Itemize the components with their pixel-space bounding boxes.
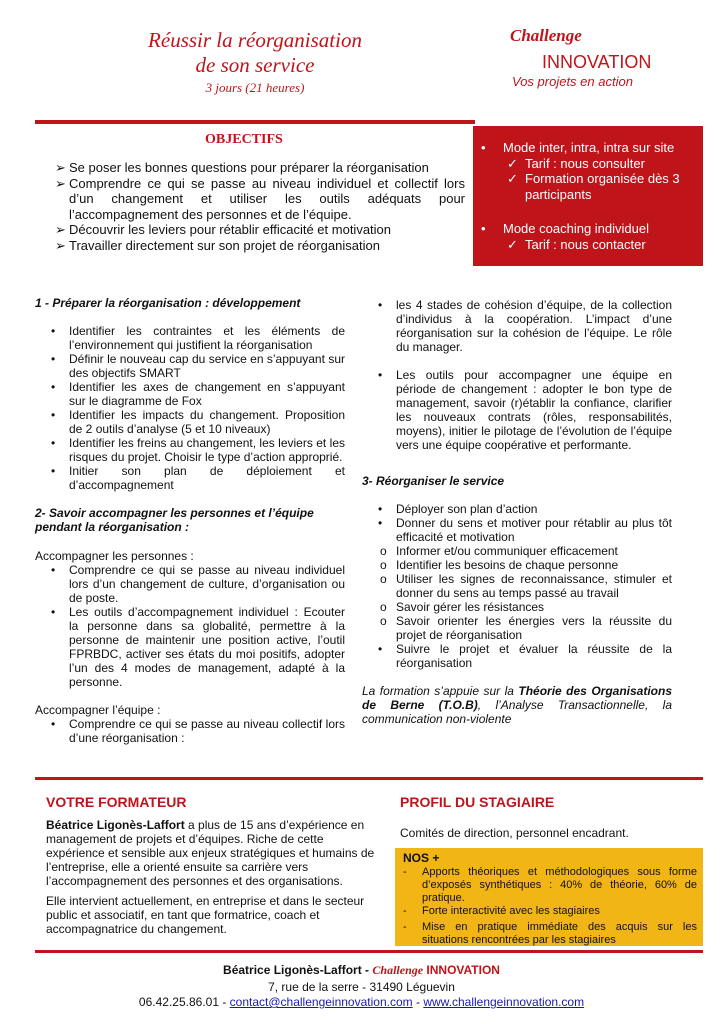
mode-inter-tarif: ✓ Tarif : nous consulter [507,156,645,171]
section-2-people-list [69,563,345,689]
formateur-bio: Béatrice Ligonès-Laffort a plus de 15 ans d’expérience en management de projets et d’équipes. Riche de cette expérience et sensible aux enjeux stratégiques et humains de l’entreprise, elle a orienté ensuite sa carrière vers l’accompagnement des personnes et des organisations. [46,818,375,888]
footer-challenge: Challenge [372,963,424,977]
footer-brand: Béatrice Ligonès-Laffort - Challenge INNOVATION [223,963,500,977]
nos-plus-title: NOS + [403,851,440,865]
team-list-continued [396,298,672,452]
formateur-text [46,818,376,936]
methodology-note: La formation s’appuie sur la Théorie des Organisations de Berne (T.O.B), l’Analyse Transactionnelle, la communication non-violente [362,684,672,726]
list-item: • Déployer son plan d’action [396,502,672,516]
logo-challenge: Challenge [510,26,582,45]
section-3-list [396,502,672,670]
list-item: • Comprendre ce qui se passe au niveau collectif lors d’une réorganisation : [69,717,345,745]
check-icon: ✓ [507,156,518,171]
list-item: • Les outils d’accompagnement individuel : Ecouter la personne dans sa globalité, permettre à la personne de maintenir une position active, l’outil FPRBDC, activer ses états du moi positifs, adopter l’un des 4 modes de management, adapté à la personne. [69,605,345,689]
objectif-item: ➢ Travailler directement sur son projet de réorganisation [55,237,380,253]
sub-item: o Informer et/ou communiquer efficacement [396,544,672,558]
list-item: • Comprendre ce qui se passe au niveau individuel lors d’un changement de culture, d’organisation ou de poste. [69,563,345,605]
arrow-icon: ➢ [55,222,66,237]
modes-box [473,126,703,266]
list-item: • Identifier les axes de changement en s’appuyant sur le diagramme de Fox [69,380,345,408]
list-item: • Initier son plan de déploiement et d’accompagnement [69,464,345,492]
section-2-title: 2- Savoir accompagner les personnes et l’équipe pendant la réorganisation : [35,506,314,534]
objectif-item: ➢ Se poser les bonnes questions pour préparer la réorganisation [55,160,429,175]
mode-coaching-tarif: ✓ Tarif : nous contacter [507,237,646,252]
nos-plus-item: - Forte interactivité avec les stagiaires [422,905,697,918]
sub-item: o Utiliser les signes de reconnaissance, stimuler et donner du sens au temps passé au travail [396,572,672,600]
section-1-title: 1 - Préparer la réorganisation : développement [35,296,301,310]
check-icon: ✓ [507,171,518,186]
list-item: • Suivre le projet et évaluer la réussite de la réorganisation [396,642,672,670]
accompagner-personnes: Accompagner les personnes : [35,549,194,563]
list-item: • Définir le nouveau cap du service en s’appuyant sur des objectifs SMART [69,352,345,380]
nos-plus-box [395,848,703,946]
section-2-team-list [69,717,345,745]
header-rule [35,120,475,124]
section-1-list [69,324,345,492]
accompagner-equipe: Accompagner l’équipe : [35,703,161,717]
section-3-title: 3- Réorganiser le service [362,474,505,488]
arrow-icon: ➢ [55,175,66,191]
arrow-icon: ➢ [55,237,66,253]
mode-inter-formation: ✓ Formation organisée dès 3 participants [507,171,680,202]
mode-inter: • Mode inter, intra, intra sur site [503,140,698,156]
right-column [362,298,672,726]
list-item: • Identifier les freins au changement, les leviers et les risques du projet. Choisir le type d’action approprié. [69,436,345,464]
list-item: • Les outils pour accompagner une équipe en période de changement : adopter le bon type de management, savoir (r)établir la confiance, clarifier les nouveaux contrats (rôles, responsabilités, moyens), initier le pilotage de l’évolution de l’équipe vers une équipe coopérative et performante. [396,368,672,452]
duration: 3 jours (21 heures) [205,80,305,95]
profil-text: Comités de direction, personnel encadrant. [400,826,629,840]
list-item: • les 4 stades de cohésion d’équipe, de la collection d’individus à la coopération. L’impact d’une réorganisation sur la cohésion de l’équipe. Le rôle du manager. [396,298,672,354]
nos-plus-item: - Apports théoriques et méthodologiques sous forme d’exposés synthétiques : 40% de théorie, 60% de pratique. [422,866,697,905]
tob-highlight: Théorie des Organisations de Berne (T.O.B) [362,684,672,712]
formateur-name: Béatrice Ligonès-Laffort [46,818,185,832]
footer-rule [35,950,703,953]
title-line-2: de son service [195,53,315,77]
section-rule [35,777,703,780]
profil-title: PROFIL DU STAGIAIRE [400,794,555,810]
footer-email-link[interactable]: contact@challengeinnovation.com [229,995,413,1009]
footer-contacts: 06.42.25.86.01 - contact@challengeinnovation.com - www.challengeinnovation.com [138,995,585,1009]
arrow-icon: ➢ [55,160,66,175]
formateur-title: VOTRE FORMATEUR [46,794,187,810]
footer-website-link[interactable]: www.challengeinnovation.com [423,995,585,1009]
objectif-item: ➢ Découvrir les leviers pour rétablir efficacité et motivation [55,222,392,237]
list-item: • Identifier les impacts du changement. Proposition de 2 outils d’analyse (5 et 10 niveaux) [69,408,345,436]
footer-name: Béatrice Ligonès-Laffort [223,963,362,977]
footer-innovation: INNOVATION [423,963,500,977]
sub-item: o Savoir orienter les énergies vers la réussite du projet de réorganisation [396,614,672,642]
objectifs-title: OBJECTIFS [205,132,283,147]
objectifs-list [55,160,465,253]
logo-innovation: INNOVATION [542,52,652,72]
formateur-activity: Elle intervient actuellement, en entreprise et dans le secteur public et associatif, en tant que formatrice, coach et accompagnatrice du changement. [46,894,365,936]
list-item: • Identifier les contraintes et les éléments de l’environnement qui justifient la réorganisation [69,324,345,352]
mode-coaching: • Mode coaching individuel [503,221,698,237]
sub-item: o Identifier les besoins de chaque personne [396,558,672,572]
sub-item: o Savoir gérer les résistances [396,600,672,614]
footer-address: 7, rue de la serre - 31490 Léguevin [268,980,455,994]
left-column [35,296,345,745]
logo-tagline: Vos projets en action [512,74,633,89]
nos-plus-item: - Mise en pratique immédiate des acquis sur les situations rencontrées par les stagiaires [422,921,697,947]
title-line-1: Réussir la réorganisation [148,28,362,52]
footer-phone: 06.42.25.86.01 - [138,995,230,1009]
check-icon: ✓ [507,237,518,252]
list-item: • Donner du sens et motiver pour rétablir au plus tôt efficacité et motivation [396,516,672,544]
objectif-item: ➢ Comprendre ce qui se passe au niveau individuel et collectif lors d’un changement et utiliser les outils adéquats pour l’accompagnement des personnes et de l’équipe. [55,175,465,222]
